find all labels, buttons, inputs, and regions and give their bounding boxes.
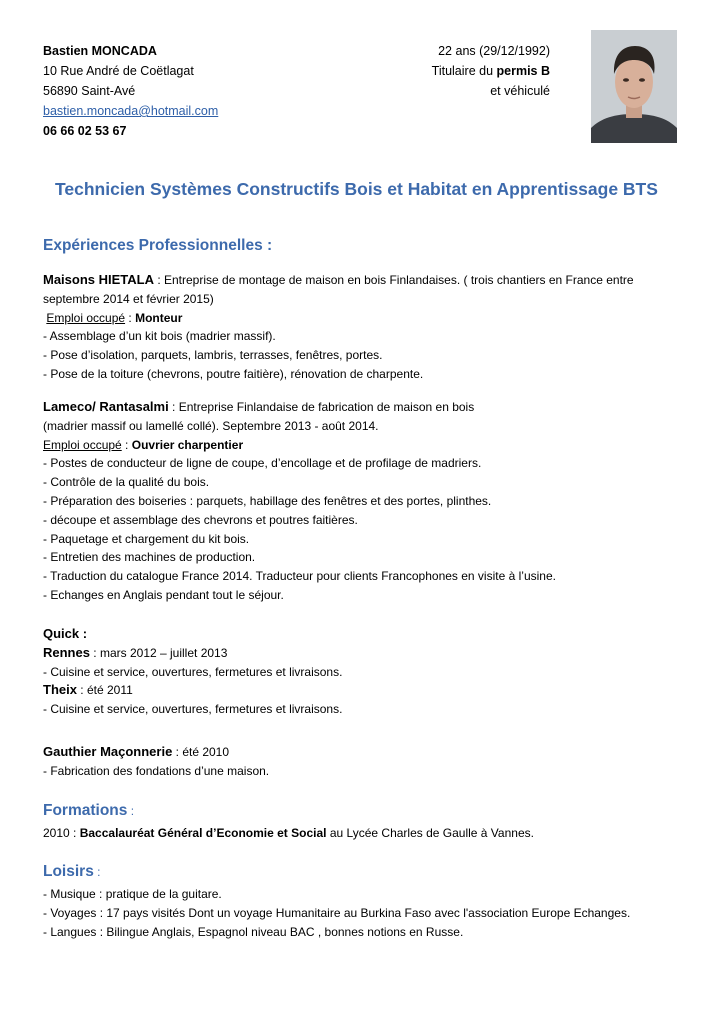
email-link[interactable]: bastien.moncada@hotmail.com [43,104,219,118]
list-item: - Traduction du catalogue France 2014. Traducteur pour clients Francophones en visite à l’usine. [43,569,556,584]
job-title: Technicien Systèmes Constructifs Bois et Habitat en Apprentissage BTS [55,179,658,199]
address-line1: 10 Rue André de Coëtlagat [43,64,194,78]
contact-block [43,41,343,141]
role: Monteur [135,310,183,325]
list-item: - Assemblage d’un kit bois (madrier massif). [43,329,276,344]
phone-number: 06 66 02 53 67 [43,124,127,138]
list-item: - Langues : Bilingue Anglais, Espagnol niveau BAC , bonnes notions en Russe. [43,924,464,939]
candidate-name: Bastien MONCADA [43,44,157,58]
list-item: - Contrôle de la qualité du bois. [43,475,210,490]
list-item: - Paquetage et chargement du kit bois. [43,531,250,546]
job-quick: Quick : Rennes : mars 2012 – juillet 2013 - Cuisine et service, ouvertures, fermetures et livraisons. Theix : été 2011 - Cuisine et service, ouvertures, fermetures et livraisons. [43,625,683,719]
list-item: - Pose d’isolation, parquets, lambris, terrasses, fenêtres, portes. [43,348,383,363]
company-name: Gauthier Maçonnerie [43,744,173,759]
profile-photo [591,30,677,143]
driving-license: Titulaire du permis B [431,64,550,78]
job-hietala: Maisons HIETALA : Entreprise de montage de maison en bois Finlandaises. ( trois chantiers en France entre septembre 2014 et février 2015) Emploi occupé : Monteur - Assemblage d’un kit bois (madrier massif). - Pose d’isolation, parquets, lambris, terrasses, fenêtres, portes. - Pose de la toiture (chevrons, poutre faitière), rénovation de charpente. [43,271,683,384]
diploma: Baccalauréat Général d’Economie et Social [79,826,327,840]
experiences-heading: Expériences Professionnelles : [43,237,273,254]
list-item: - Fabrication des fondations d’une maison. [43,763,270,778]
role-label: Emploi occupé [43,437,122,452]
formations-heading: Formations : [43,802,135,819]
loisirs-list [43,885,683,941]
loisirs-heading: Loisirs : [43,863,101,880]
location: Theix [43,682,77,698]
list-item: - découpe et assemblage des chevrons et poutres faitières. [43,512,358,527]
job-gauthier: Gauthier Maçonnerie : été 2010 - Fabrication des fondations d’une maison. [43,743,683,781]
formation-entry: 2010 : Baccalauréat Général d’Economie et Social au Lycée Charles de Gaulle à Vannes. [43,826,534,840]
address-line2: 56890 Saint-Avé [43,84,136,98]
list-item: - Postes de conducteur de ligne de coupe, d’encollage et de profilage de madriers. [43,456,482,471]
company-name: Maisons HIETALA [43,272,154,287]
location: Rennes [43,644,90,660]
job-lameco: Lameco/ Rantasalmi : Entreprise Finlandaise de fabrication de maison en bois (madrier massif ou lamellé collé). Septembre 2013 - août 2014. Emploi occupé : Ouvrier charpentier - Postes de conducteur de ligne de coupe, d’encollage et de profilage de madriers. - Contrôle de la qualité du bois. - Préparation des boiseries : parquets, habillage des fenêtres et des portes, plinthes. - découpe et assemblage des chevrons et poutres faitières. - Paquetage et chargement du kit bois. - Entretien des machines de production. - Traduction du catalogue France 2014. Traducteur pour clients Francophones en visite à l’usine. - Echanges en Anglais pendant tout le séjour. [43,398,683,605]
list-item: - Préparation des boiseries : parquets, habillage des fenêtres et des portes, plinthes. [43,493,492,508]
list-item: - Voyages : 17 pays visités Dont un voyage Humanitaire au Burkina Faso avec l'association Europe Echanges. [43,905,631,920]
role: Ouvrier charpentier [131,437,244,452]
list-item: - Pose de la toiture (chevrons, poutre faitière), rénovation de charpente. [43,366,424,381]
license-type: permis B [496,64,550,78]
list-item: - Cuisine et service, ouvertures, fermetures et livraisons. [43,664,343,679]
company-name: Lameco/ Rantasalmi [43,399,169,414]
company-name: Quick : [43,626,88,641]
role-label: Emploi occupé [46,310,126,325]
portrait-image [591,30,677,143]
list-item: - Cuisine et service, ouvertures, fermetures et livraisons. [43,702,343,717]
list-item: - Echanges en Anglais pendant tout le séjour. [43,587,284,602]
list-item: - Musique : pratique de la guitare. [43,887,222,901]
age: 22 ans (29/12/1992) [438,44,550,58]
personal-info-block [360,41,550,101]
vehicle: et véhiculé [490,84,550,98]
list-item: - Entretien des machines de production. [43,550,256,565]
